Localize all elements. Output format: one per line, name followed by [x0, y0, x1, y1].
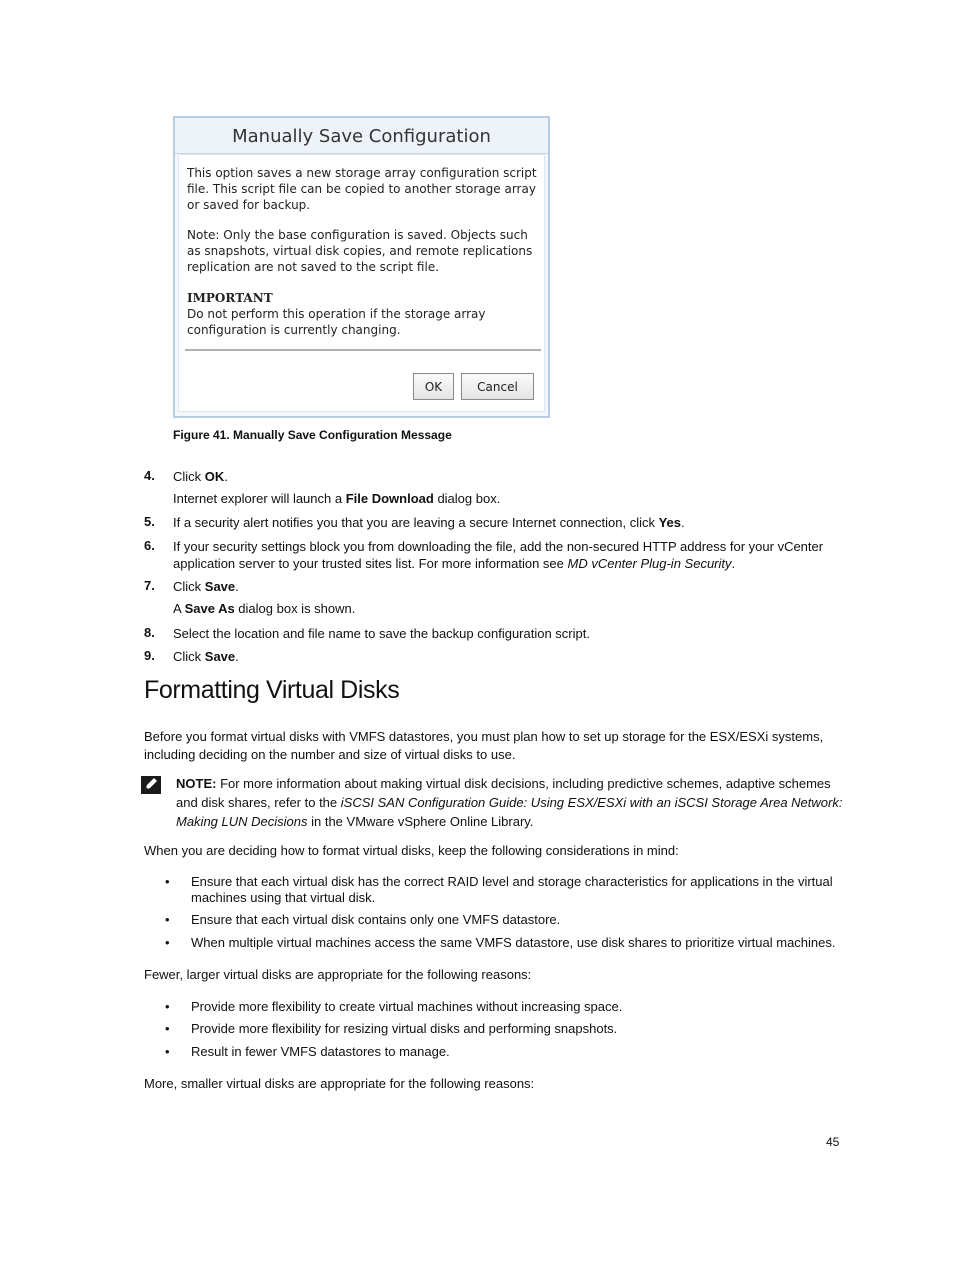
- considerations-intro: When you are deciding how to format virtual disks, keep the following considerations in mind:: [144, 843, 679, 858]
- step-9-number: 9.: [144, 648, 155, 663]
- dialog-note: Note: Only the base configuration is saved. Objects such as snapshots, virtual disk copies, and remote replications replication are not saved to the script file.: [187, 228, 533, 274]
- note-text: NOTE: For more information about making virtual disk decisions, including predictive schemes, adaptive schemes and disk shares, refer to the iSCSI SAN Configuration Guide: Using ESX/ESXi with an iSCSI Storage Area Network: Making LUN Decisions in the VMware vSphere Online Library.: [176, 776, 843, 829]
- dialog-description: This option saves a new storage array configuration script file. This script file can be copied to another storage array or saved for backup.: [187, 166, 537, 212]
- bullet: •: [165, 1021, 170, 1036]
- step-4: Click OK.: [173, 469, 228, 484]
- list-item: When multiple virtual machines access the same VMFS datastore, use disk shares to prioritize virtual machines.: [191, 935, 836, 950]
- step-5: If a security alert notifies you that you are leaving a secure Internet connection, click Yes.: [173, 515, 685, 530]
- step-7-detail: A Save As dialog box is shown.: [173, 601, 356, 616]
- step-4-detail: Internet explorer will launch a File Download dialog box.: [173, 491, 501, 506]
- bullet: •: [165, 999, 170, 1014]
- step-6: If your security settings block you from downloading the file, add the non-secured HTTP address for your vCenter application server to your trusted sites list. For more information see MD vCenter Plug-in Security.: [173, 539, 824, 571]
- bullet: •: [165, 912, 170, 927]
- list-item: Ensure that each virtual disk contains only one VMFS datastore.: [191, 912, 561, 927]
- dialog-title: Manually Save Configuration: [175, 118, 548, 154]
- section-heading: Formatting Virtual Disks: [144, 676, 400, 704]
- page-number: 45: [826, 1135, 840, 1149]
- ok-button[interactable]: OK: [413, 373, 454, 400]
- dialog-important-heading: IMPORTANT: [187, 291, 273, 305]
- step-8: Select the location and file name to save the backup configuration script.: [173, 626, 590, 641]
- step-6-number: 6.: [144, 538, 155, 553]
- intro-paragraph: Before you format virtual disks with VMFS datastores, you must plan how to set up storage for the ESX/ESXi systems, including deciding on the number and size of virtual disks to use.: [144, 729, 824, 762]
- bullet: •: [165, 874, 170, 889]
- step-5-number: 5.: [144, 514, 155, 529]
- step-8-number: 8.: [144, 625, 155, 640]
- figure-caption: Figure 41. Manually Save Configuration Message: [173, 428, 452, 442]
- manually-save-configuration-dialog: [173, 116, 550, 418]
- bullet: •: [165, 935, 170, 950]
- fewer-intro: Fewer, larger virtual disks are appropriate for the following reasons:: [144, 967, 532, 982]
- cancel-button[interactable]: Cancel: [461, 373, 534, 400]
- list-item: Result in fewer VMFS datastores to manage.: [191, 1044, 450, 1059]
- step-9: Click Save.: [173, 649, 239, 664]
- step-7-number: 7.: [144, 578, 155, 593]
- step-7: Click Save.: [173, 579, 239, 594]
- step-4-number: 4.: [144, 468, 155, 483]
- list-item: Provide more flexibility for resizing virtual disks and performing snapshots.: [191, 1021, 618, 1036]
- list-item: Ensure that each virtual disk has the correct RAID level and storage characteristics for applications in the virtual machines using that virtual disk.: [191, 874, 833, 905]
- dialog-separator: [185, 349, 541, 351]
- dialog-important-text: Do not perform this operation if the storage array configuration is currently changing.: [187, 307, 486, 337]
- more-intro: More, smaller virtual disks are appropriate for the following reasons:: [144, 1076, 535, 1091]
- note-pencil-icon: [141, 776, 161, 794]
- list-item: Provide more flexibility to create virtual machines without increasing space.: [191, 999, 623, 1014]
- dialog-body: [178, 154, 545, 412]
- bullet: •: [165, 1044, 170, 1059]
